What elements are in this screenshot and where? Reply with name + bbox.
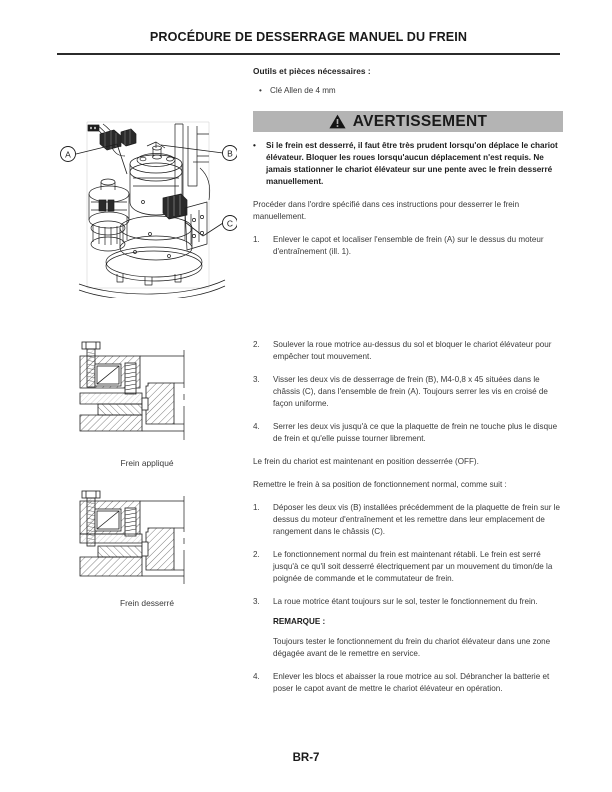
note-text: Toujours tester le fonctionnement du frein du chariot élévateur dans une zone dégagée avant de le remettre en service. — [273, 636, 551, 658]
svg-text:C: C — [226, 218, 234, 229]
step-number: 2. — [253, 340, 260, 350]
list-item — [253, 671, 563, 695]
page-footer: BR-7 — [292, 752, 320, 764]
bullet-glyph: • — [259, 86, 262, 95]
brake-released-caption: Frein desserré — [120, 598, 174, 608]
final-step-list — [253, 671, 563, 695]
step-number: 4. — [253, 671, 260, 681]
list-item — [253, 502, 563, 538]
release-steps-list-cont — [253, 339, 563, 445]
warning-triangle-icon — [329, 114, 346, 129]
callout-b — [223, 146, 238, 161]
page-title: PROCÉDURE DE DESSERRAGE MANUEL DU FREIN — [149, 30, 468, 44]
tools-item-label: Clé Allen de 4 mm — [270, 86, 336, 95]
list-item — [253, 549, 563, 585]
step-text: Serrer les deux vis jusqu'à ce que la plaquette de frein ne touche plus le disque de frein et qu'elle puisse tourner librement. — [273, 422, 558, 444]
step-text: Enlever le capot et localiser l'ensemble de frein (A) sur le dessus du moteur d'entraînement (ill. 1). — [273, 235, 544, 257]
restore-intro-paragraph: Remettre le frein à sa position de fonctionnement normal, comme suit : — [253, 479, 507, 489]
warning-box — [253, 111, 563, 188]
brake-applied-caption: Frein appliqué — [120, 458, 174, 468]
header-divider — [57, 53, 560, 55]
callout-a — [61, 147, 76, 162]
list-item — [253, 421, 563, 445]
brake-released-cross-section — [62, 488, 222, 596]
drive-motor-assembly-illustration — [57, 116, 237, 298]
list-item — [253, 374, 563, 410]
list-item — [253, 596, 563, 608]
step-text: Le fonctionnement normal du frein est maintenant rétabli. Le frein est serré jusqu'à ce qu'il soit desserré électriquement par un mouvement du timon/de la poignée de commande et le commutateur de frein. — [273, 549, 553, 583]
tools-list-item — [253, 85, 563, 96]
warning-text: Si le frein est desserré, il faut être très prudent lorsqu'on déplace le chariot élévateur. Bloquer les roues lorsqu'aucun déplacement n'est requis. Ne jamais stationner le chariot élévateur sur une pente avec le frein desserré manuellement. — [266, 141, 558, 187]
intro-paragraph: Procéder dans l'ordre spécifié dans ces instructions pour desserrer le frein manuellement. — [253, 200, 520, 222]
warning-banner — [253, 111, 563, 132]
list-item — [253, 339, 563, 363]
restore-steps-list — [253, 502, 563, 608]
warning-bullet-glyph: • — [253, 141, 256, 151]
callout-c — [223, 216, 238, 231]
tools-heading: Outils et pièces nécessaires : — [253, 66, 371, 76]
step-number: 4. — [253, 422, 260, 432]
step-text: Déposer les deux vis (B) installées précédemment de la plaquette de frein sur le dessus du moteur d'entraînement et les remettre dans leur emplacement de rangement dans le châssis (C). — [273, 502, 561, 536]
step-number: 3. — [253, 375, 260, 385]
step-text: Soulever la roue motrice au-dessus du sol et bloquer le chariot élévateur pour empêcher tout mouvement. — [273, 340, 552, 362]
status-paragraph: Le frein du chariot est maintenant en position desserrée (OFF). — [253, 457, 479, 467]
step-number: 3. — [253, 596, 260, 606]
note-heading: REMARQUE : — [273, 616, 326, 626]
step-number: 2. — [253, 549, 260, 559]
content-column — [253, 66, 563, 695]
release-steps-list — [253, 234, 563, 258]
svg-text:B: B — [227, 148, 233, 159]
step-text: La roue motrice étant toujours sur le sol, tester le fonctionnement du frein. — [273, 596, 538, 606]
step-number: 1. — [253, 502, 260, 512]
step-text: Visser les deux vis de desserrage de frein (B), M4-0,8 x 45 situées dans le châssis (C), dans l'ensemble de frein (A). Toujours serrer les vis en croisé de façon uniforme. — [273, 375, 548, 409]
warning-label: AVERTISSEMENT — [352, 113, 488, 131]
step-number: 1. — [253, 235, 260, 245]
warning-text-row — [253, 140, 563, 188]
list-item — [253, 234, 563, 258]
brake-applied-cross-section — [62, 336, 222, 456]
svg-text:A: A — [65, 149, 71, 160]
step-text: Enlever les blocs et abaisser la roue motrice au sol. Débrancher la batterie et poser le capot avant de mettre le chariot élévateur en opération. — [273, 671, 550, 693]
